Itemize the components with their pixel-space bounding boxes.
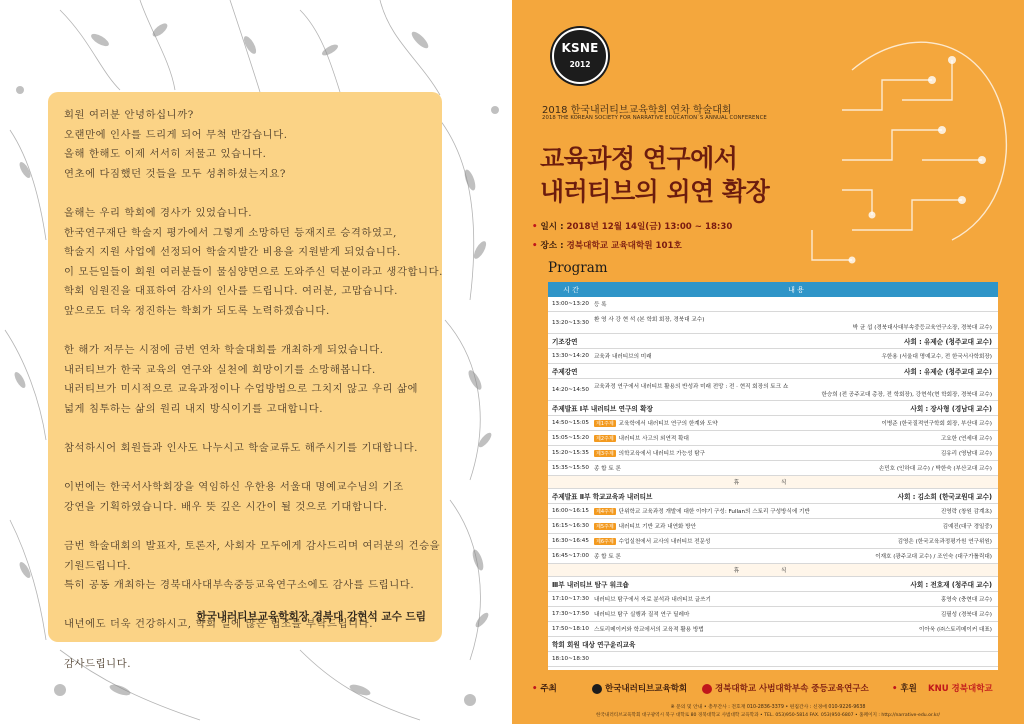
program-row	[548, 446, 998, 461]
session-content-line1: 환 영 사 강 현 석 (본 학회 회장, 경북대 교수)	[594, 316, 705, 323]
letter-line: 올해는 우리 학회에 경사가 있었습니다.	[64, 206, 253, 219]
program-table	[548, 282, 998, 670]
program-table-header: 시 간 내 용	[548, 282, 998, 297]
session-time: 13:20~13:30	[552, 319, 589, 326]
letter-line: 이번에는 한국서사학회장을 역임하신 우한용 서울대 명예교수님의 기조	[64, 481, 404, 494]
topic-badge: 제1주제	[596, 421, 614, 427]
session-title-text: 스토리메이커와 학교에서의 교육적 활용 방법	[594, 627, 704, 633]
program-row	[548, 297, 998, 312]
program-break-row	[548, 476, 998, 489]
session-time: 13:30~14:20	[552, 353, 589, 359]
program-section-row	[548, 577, 998, 592]
letter-signature: 한국내러티브교육학회장 경북대 강현석 교수 드림	[196, 611, 426, 623]
program-section-row	[548, 401, 998, 416]
session-time: 13:00~13:20	[552, 301, 589, 307]
program-row	[548, 652, 998, 667]
session-title	[594, 625, 919, 633]
session-content-line2: 한승희 (전 공주교대 총장, 전 학회장), 강현석(현 학회장, 경북대 교수)	[821, 391, 992, 398]
letter-line: 한 해가 저무는 시점에 금번 연차 학술대회를 개최하게 되었습니다.	[64, 344, 384, 357]
session-title-text: 종 합 토 론	[594, 466, 621, 472]
letter-line	[64, 184, 428, 204]
session-time: 15:05~15:20	[552, 435, 589, 441]
session-title-text: 내러티브 탐구에서 자료 분석과 내러티브 글쓰기	[594, 597, 711, 603]
session-title	[594, 537, 898, 545]
greeting-letter	[48, 92, 444, 670]
letter-line: 오랜만에 인사를 드리게 되어 무척 반갑습니다.	[64, 128, 288, 141]
program-row	[548, 622, 998, 637]
topic-badge: 제2주제	[596, 436, 614, 442]
letter-line: 내년에도 더욱 건강하시고, 학회 일에 많은 협조를 부탁드립니다.	[64, 618, 374, 631]
session-title	[594, 464, 879, 472]
section-title: 학회 회원 대상 연구윤리교육	[552, 641, 636, 649]
letter-line: 회원 여러분 안녕하십니까?	[64, 109, 194, 121]
topic-badge: 제5주제	[596, 524, 614, 530]
program-row	[548, 592, 998, 607]
program-row	[548, 534, 998, 549]
session-title	[594, 300, 992, 308]
letter-line: 학술지 지원 사업에 선정되어 학술지발간 비용을 지원받게 되었습니다.	[64, 246, 401, 259]
session-time: 17:10~17:30	[552, 596, 589, 602]
letter-line: 내러티브가 한국 교육의 연구와 실천에 희망이기를 소망해봅니다.	[64, 363, 376, 376]
session-title-text: 내러티브 사고의 외연적 확대	[618, 436, 689, 442]
sponsor-logo: KNU 경북대학교	[928, 684, 993, 694]
host-label: 주최	[540, 684, 557, 694]
letter-line: 감사드립니다.	[64, 657, 132, 670]
break-label: 휴 식	[733, 568, 807, 574]
session-title-text: 내러티브 기반 교과 내연화 방안	[618, 524, 697, 530]
bullet-icon: •	[892, 684, 898, 694]
program-row	[548, 504, 998, 519]
session-time: 16:30~16:45	[552, 538, 589, 544]
bullet-icon: •	[532, 684, 538, 694]
session-title-text: 수업실천에서 교사의 내러티브 전문성	[618, 539, 711, 545]
program-row	[548, 607, 998, 622]
break-label: 휴 식	[733, 480, 807, 486]
section-title: 주제강연	[552, 368, 578, 376]
session-title	[594, 352, 881, 360]
footer-address: 한국내러티브교육학회 대구광역시 북구 대학로 80 경북대학교 사범대학 교육학과 • TEL. 053)950-5814 FAX. 053)950-6807 • 홈페이지 : http://narrative-edu.or.kr/	[596, 713, 940, 718]
letter-line	[64, 420, 428, 440]
session-speaker: 손민호 (인하대 교수) / 박한숙 (부산교대 교수)	[878, 466, 992, 472]
session-speaker: 홍영숙 (충현대 교수)	[940, 597, 992, 603]
session-title-text: 단위학교 교육과정 개발에 대한 이야기 구성: Fullan의 스토리 구성방식에 기반	[618, 509, 810, 515]
session-time: 15:20~15:35	[552, 450, 589, 456]
section-moderator: 사회 : 유제순 (청주교대 교수)	[904, 338, 992, 346]
host2: 경북대학교 사범대학부속 중등교육연구소	[715, 684, 869, 694]
session-speaker: 김영은 (한국교육과정평가원 연구위원)	[897, 539, 992, 545]
letter-body	[64, 106, 444, 674]
conference-name-korean: 2018 한국내러티브교육학회 연차 학술대회	[542, 105, 732, 116]
ksne-small-logo-icon	[592, 684, 602, 694]
knu-emblem-icon	[702, 684, 712, 694]
footer	[512, 676, 1024, 724]
program-row	[548, 349, 998, 364]
program-break-row	[548, 564, 998, 577]
session-title	[594, 595, 941, 603]
session-title	[594, 522, 943, 530]
session-title-text: 교육학에서 내러티브 연구의 한계와 도약	[618, 421, 718, 427]
bullet-icon: •	[532, 222, 538, 232]
section-title: 주제발표 Ⅰ부 내러티브 연구의 확장	[552, 405, 653, 413]
session-title	[594, 610, 941, 618]
letter-line: 금번 학술대회의 발표자, 토론자, 사회자 모두에게 감사드리며 여러분의 건승을	[64, 540, 441, 553]
session-time: 16:00~16:15	[552, 508, 589, 514]
topic-badge: 제3주제	[596, 451, 614, 457]
letter-line	[64, 459, 428, 479]
session-speaker: 김예진(대구 경일중)	[942, 524, 992, 530]
letter-line: 이 모든일들이 회원 여러분들이 물심양면으로 도와주신 덕분이라고 생각합니다.	[64, 265, 444, 278]
program-section-row	[548, 334, 998, 349]
letter-line: 앞으로도 더욱 정진하는 학회가 되도록 노력하겠습니다.	[64, 304, 330, 317]
session-content	[594, 382, 992, 398]
letter-line	[64, 517, 428, 537]
section-moderator: 사회 : 장사형 (경남대 교수)	[910, 405, 992, 413]
footer-contact: ※ 문의 및 안내 • 총무간사 : 전호재 010-2836-3379 • 편집간사 : 신경애 010-9226-9638	[670, 705, 866, 710]
program-row	[548, 312, 998, 334]
session-title	[594, 434, 941, 442]
session-title-text: 교육과 내러티브의 미래	[594, 354, 652, 360]
letter-line	[64, 322, 428, 342]
program-row	[548, 379, 998, 401]
letter-line: 기원드립니다.	[64, 559, 132, 572]
host1: 한국내러티브교육학회	[605, 684, 688, 694]
session-content	[594, 315, 992, 331]
session-title-text: 내러티브 탐구 실행과 질적 연구 딜레마	[594, 612, 690, 618]
section-moderator: 사회 : 전호재 (청주대 교수)	[910, 581, 992, 589]
session-time: 17:50~18:10	[552, 626, 589, 632]
session-speaker: 이병준 (한국질적연구학회 회장, 부산대 교수)	[881, 421, 992, 427]
session-time: 14:50~15:05	[552, 420, 589, 426]
section-moderator: 사회 : 유제순 (청주교대 교수)	[904, 368, 992, 376]
program-row	[548, 431, 998, 446]
session-speaker: 우한용 (서울대 명예교수, 전 한국서사학회장)	[881, 354, 992, 360]
session-time: 17:30~17:50	[552, 611, 589, 617]
main-title-line1: 교육과정 연구에서	[540, 144, 738, 173]
program-heading: Program	[548, 260, 608, 276]
program-section-row	[548, 364, 998, 379]
event-place: • 장소 : 경북대학교 교육대학원 101호	[532, 241, 682, 251]
letter-line: 한국연구재단 학술지 평가에서 그렇게 소망하던 등재지로 승격하였고,	[64, 226, 397, 239]
session-speaker: 이아욱 (㈜스토리메이커 대표)	[919, 627, 992, 633]
topic-badge: 제4주제	[596, 509, 614, 515]
letter-line: 올해 한해도 이제 서서히 저물고 있습니다.	[64, 148, 267, 161]
main-title-line2: 내러티브의 외연 확장	[540, 177, 770, 206]
program-row	[548, 519, 998, 534]
conference-name-english: 2018 THE KOREAN SOCIETY FOR NARRATIVE EDUCATION`S ANNUAL CONFERENCE	[542, 115, 767, 121]
letter-line: 학회 임원진을 대표하여 감사의 인사를 드립니다. 여러분, 고맙습니다.	[64, 285, 399, 298]
letter-line: 연초에 다짐했던 것들을 모두 성취하셨는지요?	[64, 167, 287, 180]
letter-line: 내러티브가 미시적으로 교육과정이나 수업방법으로 그치지 않고 우리 삶에	[64, 383, 419, 396]
section-title: 주제발표 Ⅱ부 학교교육과 내러티브	[552, 493, 653, 501]
session-speaker: 이재호 (광주교대 교수) / 조인숙 (대구가톨릭대)	[875, 554, 992, 560]
program-row	[548, 549, 998, 564]
program-page	[512, 0, 1024, 724]
section-title: Ⅲ부 내러티브 탐구 워크숍	[552, 581, 629, 589]
letter-line	[64, 635, 428, 655]
session-speaker: 김유리 (영남대 교수)	[940, 451, 992, 457]
letter-line: 참석하시어 회원들과 인사도 나누시고 학술교류도 해주시기를 기대합니다.	[64, 442, 419, 455]
session-title	[594, 449, 941, 457]
event-date: • 일시 : 2018년 12월 14일(금) 13:00 ~ 18:30	[532, 222, 733, 232]
ksne-logo: KSNE 2012	[552, 28, 608, 84]
session-time: 18:10~18:30	[552, 656, 589, 662]
session-time: 16:15~16:30	[552, 523, 589, 529]
session-time: 14:20~14:50	[552, 386, 589, 393]
session-title	[594, 507, 941, 515]
section-title: 기조강연	[552, 338, 578, 346]
letter-line: 강연을 기획하였습니다. 배우 뜻 깊은 시간이 될 것으로 기대합니다.	[64, 500, 388, 513]
program-section-row	[548, 637, 998, 652]
session-title	[594, 552, 875, 560]
sponsor-label: 후원	[900, 684, 917, 694]
program-row	[548, 416, 998, 431]
section-moderator: 사회 : 김소희 (한국교원대 교수)	[897, 493, 992, 501]
session-content-line2: 박 균 섭 (경북대사대부속중등교육연구소장, 경북대 교수)	[852, 324, 992, 331]
session-content-line1: 교육과정 연구에서 내러티브 활용의 반성과 미래 전망 : 전 · 현직 회장의 토크 쇼	[594, 383, 789, 390]
topic-badge: 제6주제	[596, 539, 614, 545]
bullet-icon: •	[532, 241, 538, 251]
session-title	[594, 419, 881, 427]
session-time: 15:35~15:50	[552, 465, 589, 471]
program-section-row	[548, 489, 998, 504]
session-speaker: 고요한 (연세대 교수)	[940, 436, 992, 442]
session-title-text: 종 합 토 론	[594, 554, 621, 560]
session-time: 16:45~17:00	[552, 553, 589, 559]
letter-line: 넓게 침투하는 삶의 원리 내지 방식이기를 고대합니다.	[64, 402, 324, 415]
session-speaker: 진영락 (창원 감계초)	[940, 509, 992, 515]
session-title-text: 의학교육에서 내러티브 가능성 탐구	[618, 451, 706, 457]
letter-line: 특히 공동 개최하는 경북대사대부속중등교육연구소에도 감사를 드립니다.	[64, 579, 415, 592]
session-speaker: 김필성 (경북대 교수)	[940, 612, 992, 618]
program-row	[548, 461, 998, 476]
session-title-text: 등 록	[594, 302, 607, 308]
